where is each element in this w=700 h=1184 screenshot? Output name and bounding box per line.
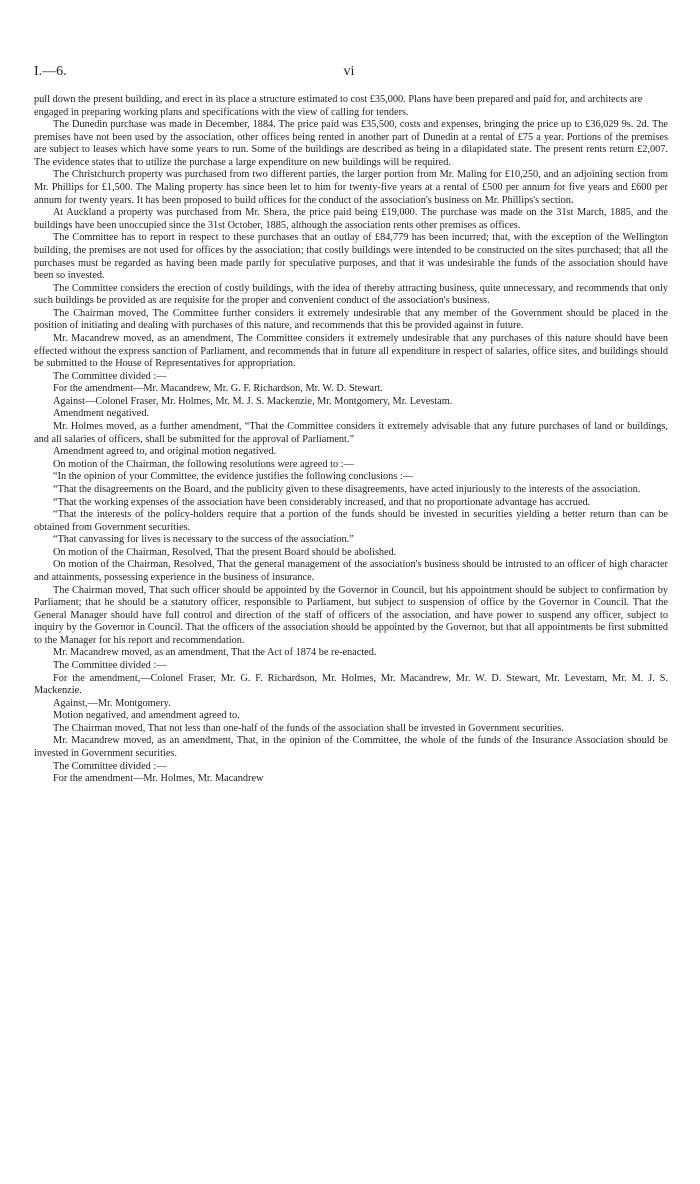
page-number: vi [343,64,355,79]
paragraph: On motion of the Chairman, the following resolutions were agreed to :— [53,458,354,470]
paragraph: “That the interests of the policy-holders require that a portion of the funds should be invested in securities yielding a better return than can be obtained from Government securities. [34,509,668,533]
paragraph: The Committee has to report in respect to these purchases that an outlay of £84,779 has been incurred; that, with the exception of the Wellington building, the premises are not used for offices by the association; that costly buildings were intended to be constructed on the sites purchased; that all the purchases must be regarded as having been made partly for speculative purposes, and that it was undesirable the funds of the association should have been so invested. [34,232,668,282]
page-header [34,64,664,82]
paragraph: Against—Colonel Fraser, Mr. Holmes, Mr. M. J. S. Mackenzie, Mr. Montgomery, Mr. Levestam. [53,395,453,407]
paragraph: On motion of the Chairman, Resolved, That the general management of the association's business should be intrusted to an officer of high character and attainments, possessing experience in the business of insurance. [34,559,668,583]
paragraph: On motion of the Chairman, Resolved, That the present Board should be abolished. [53,546,397,558]
paragraph: “In the opinion of your Committee, the evidence justifies the following conclusions :— [53,471,414,483]
paragraph: The Chairman moved, That not less than one-half of the funds of the association shall be invested in Government securities. [53,722,564,734]
paragraph: Amendment agreed to, and original motion negatived. [53,446,277,458]
paragraph: The Committee divided :— [53,660,167,672]
paragraph: The Dunedin purchase was made in December, 1884. The price paid was £35,500, costs and expenses, bringing the price up to £36,029 9s. 2d. The premises have not been used by the association, other offices being rented in another part of Dunedin at a rental of £75 a year. Portions of the premises are subject to leases which have some years to run. Some of the buildings are described as being in a dilapidated state. The present rents return £2,007. The evidence states that to utilize the purchase a large expenditure on new buildings will be required. [34,119,668,168]
paragraph: “That canvassing for lives is necessary to the success of the association.” [53,534,354,546]
paragraph: “That the disagreements on the Board, and the publicity given to these disagreements, have acted injuriously to the interests of the association. [53,483,641,495]
paragraph: At Auckland a property was purchased from Mr. Shera, the price paid being £19,000. The purchase was made on the 31st March, 1885, and the buildings have been unoccupied since the 31st October, 1885, although the association rents other premises as offices. [34,207,668,231]
paragraph: The Committee divided :— [53,370,167,382]
paragraph: Mr. Macandrew moved, as an amendment, That the Act of 1874 be re-enacted. [53,647,377,659]
paragraph: For the amendment—Mr. Holmes, Mr. Macandrew [53,773,264,785]
paragraph: The Chairman moved, That such officer should be appointed by the Governor in Council, but his appointment should be subject to confirmation by Parliament; that he should be a statutory officer, responsible to Parliament, but subject to suspension of office by the Governor in Council. That the General Manager should have full control and direction of the staff of officers of the association, and have power to suspend any officer, subject to inquiry by the Governor in Council. That the officers of the association should be appointed by the Governor, but that all appointments be first submitted to the Manager for his report and recommendation. [34,584,668,646]
paragraph: The Committee considers the erection of costly buildings, with the idea of thereby attracting business, quite unnecessary, and recommends that only such buildings be provided as are requisite for the proper and convenient conduct of the association's business. [34,282,668,307]
paper-reference: I.—6. [34,64,67,79]
document-body [34,94,668,786]
paragraph: The Committee divided :— [53,760,167,772]
paragraph: Motion negatived, and amendment agreed to. [53,710,240,722]
paragraph: The Chairman moved, The Committee further considers it extremely undesirable that any member of the Government should be placed in the position of initiating and dealing with purchases of this nature, and recommends that this be provided against in future. [34,307,668,332]
paragraph: For the amendment—Mr. Macandrew, Mr. G. F. Richardson, Mr. W. D. Stewart. [53,383,383,395]
paragraph: The Christchurch property was purchased from two different parties, the larger portion from Mr. Maling for £10,250, and an adjoining section from Mr. Phillips for £1,500. The Maling property has since been let to him for twenty-five years at a rental of £500 per annum for five years and £600 per annum for twenty years. It has been proposed to build offices for the conduct of the association's business on Mr. Phillips's section. [34,169,668,206]
paragraph: Mr. Holmes moved, as a further amendment, “That the Committee considers it extremely advisable that any future purchases of land or buildings, and all salaries of officers, shall be submitted for the approval of Parliament.” [34,421,668,445]
paragraph: Mr. Macandrew moved, as an amendment, That, in the opinion of the Committee, the whole of the funds of the Insurance Association should be invested in Government securities. [34,735,668,760]
paragraph: Amendment negatived. [53,408,150,420]
paragraph: Against,—Mr. Montgomery. [53,697,171,709]
paragraph: Mr. Macandrew moved, as an amendment, The Committee considers it extremely undesirable that any purchases of this nature should have been effected without the express sanction of Parliament, and recommends that in future all expenditure in respect of salaries, office sites, and buildings should be submitted to the House of Representatives for appropriation. [34,332,668,370]
paragraph: “That the working expenses of the association have been considerably increased, and that no proportionate advantage has accrued. [53,496,591,508]
paragraph: pull down the present building, and erect in its place a structure estimated to cost £35,000. Plans have been prepared and paid for, and architects are engaged in preparing working plans and specifications with the view of calling for tenders. [34,94,643,118]
paragraph: For the amendment,—Colonel Fraser, Mr. G. F. Richardson, Mr. Holmes, Mr. Macandrew, Mr. W. D. Stewart, Mr. Levestam, Mr. M. J. S. Mackenzie. [34,672,668,697]
